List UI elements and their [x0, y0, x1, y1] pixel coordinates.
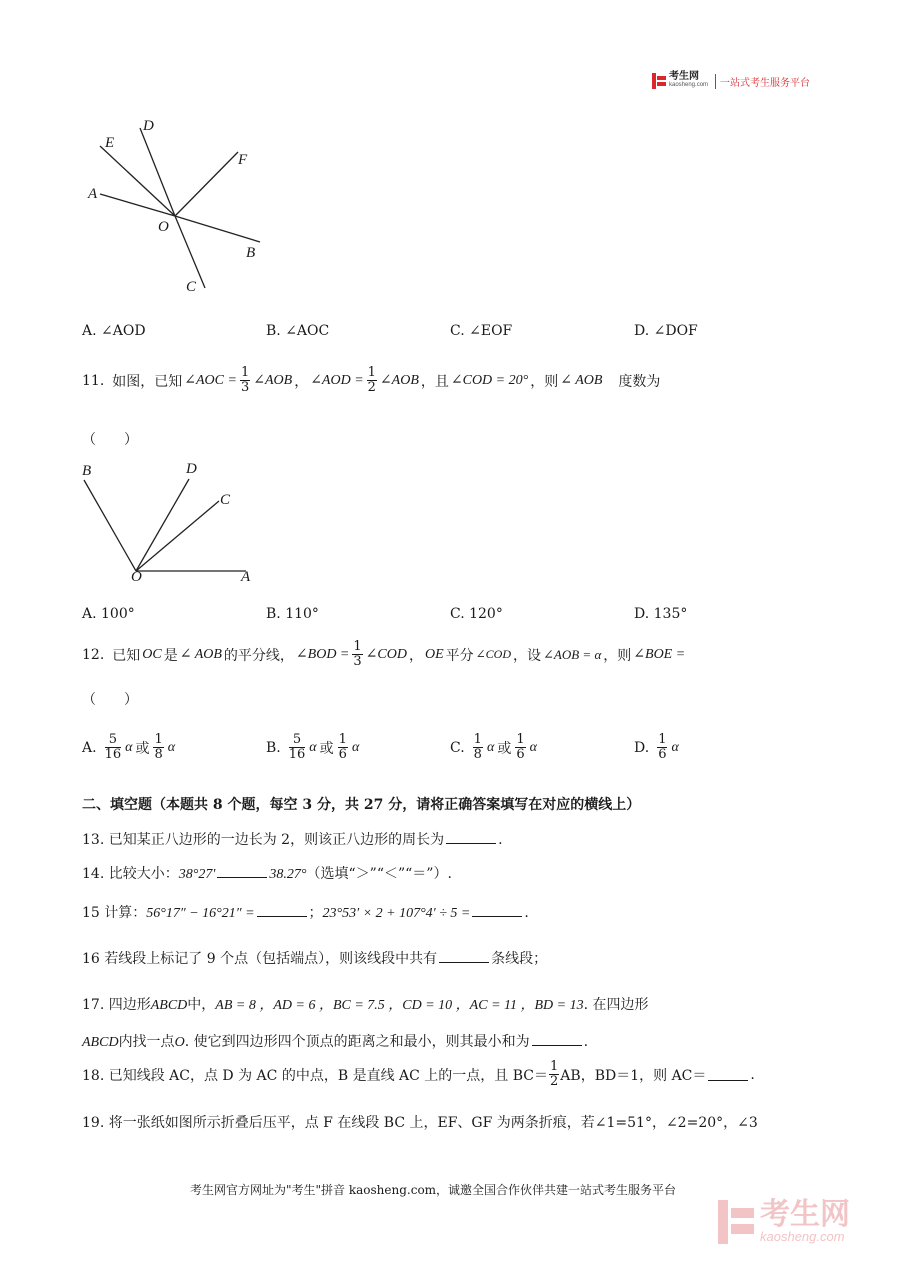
q15-expr-2: 23°53′ × 2 + 107°4′ ÷ 5 =	[322, 906, 471, 921]
watermark	[718, 1200, 850, 1244]
q12-opt-d-n1: 1	[658, 732, 667, 747]
q12-option-c	[450, 733, 537, 762]
ray-of	[175, 152, 238, 216]
logo-icon	[652, 73, 666, 89]
header-slogan: 一站式考生服务平台	[715, 74, 810, 89]
footer-text: 考生网官方网址为"考生"拼音 kaosheng.com，诚邀全国合作伙伴共建一站式考生服务平台	[190, 1183, 677, 1197]
q12-p4: ，	[408, 647, 423, 664]
q15-end: .	[524, 905, 529, 921]
q11-mid: ，且	[420, 373, 449, 390]
q15-text: 15 计算：	[82, 905, 147, 921]
q17-point-o: O	[174, 1035, 185, 1050]
q12-option-b	[266, 733, 359, 762]
q17-abcd: ABCD	[150, 998, 188, 1013]
q11-fraction-2	[367, 366, 377, 395]
q12-opt-a-n2: 1	[154, 732, 163, 747]
q12-opt-a-label: A.	[82, 739, 97, 756]
brand-url: kaosheng.com	[669, 82, 709, 88]
q12-opt-a-frac1	[105, 733, 122, 762]
q11-fraction-1	[240, 366, 250, 395]
q12-opt-b-label: B.	[266, 739, 281, 756]
q11-expr1-right: ∠AOB	[253, 373, 293, 388]
fig10-label-b: B	[246, 245, 256, 261]
q17-line2-c: . 使它到四边形四个顶点的距离之和最小，则其最小和为	[184, 1034, 530, 1050]
q11-sep: ，	[294, 373, 309, 390]
q12-opt-c-d2: 6	[516, 747, 525, 762]
q12-opt-b-n1: 5	[289, 733, 306, 748]
q12-bod: ∠BOD =	[295, 647, 350, 662]
q19-text: 19. 将一张纸如图所示折叠后压平，点 F 在线段 BC 上，EF、GF 为两条折痕，若∠1=51°，∠2=20°，∠3	[82, 1115, 758, 1131]
q12-oe: OE	[424, 646, 444, 662]
q12-cod2: ∠COD	[475, 647, 512, 661]
q15-expr-1: 56°17″ − 16°21″ =	[146, 906, 255, 921]
q12-paren: （ ）	[82, 692, 138, 708]
q12-opt-c-alpha1: α	[486, 739, 495, 755]
q12-p3: 的平分线，	[223, 647, 294, 664]
q17-line2-d: .	[583, 1034, 589, 1050]
q12-opt-c-or: 或	[497, 740, 512, 757]
q11-expr1-left: ∠AOC =	[184, 373, 237, 388]
q18-text-c: .	[750, 1066, 755, 1083]
q12-opt-b-d1: 16	[288, 747, 306, 762]
q12-opt-d-d1: 6	[658, 747, 667, 762]
fig11-label-d: D	[186, 461, 197, 477]
q17-text-a: 17. 四边形	[82, 997, 151, 1013]
q13-end: .	[498, 832, 503, 848]
q15-answer-blank-1[interactable]	[257, 904, 307, 917]
q12-p5: 平分	[445, 647, 474, 664]
q17-line-2	[82, 1031, 588, 1051]
q12-opt-c-n2: 1	[516, 732, 525, 747]
q18-answer-blank[interactable]	[708, 1068, 748, 1081]
q12-opt-b-frac2	[338, 733, 348, 762]
q17-abcd-2: ABCD	[82, 1035, 119, 1050]
q12-f-den: 3	[353, 654, 362, 669]
q12-oc: OC	[142, 646, 162, 662]
figure-q11	[80, 460, 270, 580]
q12-f-num: 1	[353, 639, 362, 654]
watermark-brand: 考生网	[760, 1198, 850, 1231]
q11-option-b: B. 110°	[266, 606, 319, 622]
q12-p1: 已知	[112, 647, 141, 664]
ray-ob	[175, 216, 260, 242]
q11-expr4: ∠ AOB	[560, 373, 603, 388]
watermark-logo-icon	[718, 1200, 754, 1244]
q10-option-d: D. ∠DOF	[634, 323, 698, 339]
q16-text: 16 若线段上标记了 9 个点（包括端点），则该线段中共有	[82, 951, 438, 967]
ray-ob	[84, 480, 136, 571]
q12-opt-b-frac1	[289, 733, 306, 762]
q12-stem	[82, 640, 685, 669]
q11-option-c: C. 120°	[450, 606, 503, 622]
q12-opt-d-frac1	[657, 733, 667, 762]
q12-opt-b-alpha1: α	[309, 739, 317, 755]
q12-opt-a-or: 或	[135, 740, 150, 757]
q12-opt-b-d2: 6	[338, 747, 347, 762]
q18-f-num: 1	[550, 1059, 559, 1074]
ray-od	[140, 128, 175, 216]
q15-answer-blank-2[interactable]	[472, 904, 522, 917]
q16-answer-blank[interactable]	[439, 950, 489, 963]
ray-oc	[175, 216, 205, 288]
q12-opt-a-alpha1: α	[125, 739, 133, 755]
q12-opt-b-n2: 1	[338, 732, 347, 747]
q14-answer-blank[interactable]	[217, 865, 267, 878]
q11-number: 11.	[82, 372, 105, 389]
ray-oc	[136, 501, 219, 571]
fig10-label-e: E	[105, 135, 115, 151]
q17-line-1	[82, 994, 649, 1014]
q17-text-b: 中，	[187, 997, 216, 1013]
q11-f2-num: 1	[367, 365, 376, 380]
q12-p2: 是	[163, 647, 178, 664]
section-2-heading: 二、填空题（本题共 8 个题，每空 3 分，共 27 分，请将正确答案填写在对应的横线上）	[82, 797, 641, 813]
q16	[82, 948, 547, 968]
q13	[82, 829, 503, 849]
q11-expr3: ∠COD = 20°	[450, 373, 529, 388]
q18-f-den: 2	[550, 1074, 559, 1089]
q15	[82, 902, 529, 922]
q16-end: 条线段；	[491, 951, 548, 967]
q11-expr2-right: ∠AOB	[379, 373, 419, 388]
q15-mid: ；	[308, 905, 323, 921]
q13-text: 13. 已知某正八边形的一边长为 2，则该正八边形的周长为	[82, 832, 445, 848]
q11-tail: ，则	[530, 373, 559, 390]
q12-cod: ∠COD	[365, 647, 407, 662]
fig10-label-d: D	[143, 118, 154, 134]
watermark-url: kaosheng.com	[760, 1229, 845, 1244]
q10-option-c: C. ∠EOF	[450, 323, 513, 339]
brand-name: 考生网	[669, 71, 699, 82]
q12-option-d	[634, 733, 679, 762]
fig11-label-b: B	[82, 463, 92, 479]
fig11-label-c: C	[220, 492, 231, 508]
q11-f1-num: 1	[240, 365, 250, 380]
header-logo	[652, 72, 810, 90]
q14	[82, 863, 452, 883]
fig10-label-o: O	[158, 219, 169, 235]
q11-paren: （ ）	[82, 432, 138, 448]
q12-opt-c-alpha2: α	[529, 739, 537, 755]
fig11-label-o: O	[131, 569, 142, 585]
q12-p7: ，则	[603, 647, 632, 664]
q14-end: （选填“＞”“＜”“＝”）.	[306, 866, 452, 882]
q17-answer-blank[interactable]	[532, 1033, 582, 1046]
q12-p6: ，设	[513, 647, 542, 664]
fig11-label-a: A	[241, 569, 251, 585]
q13-answer-blank[interactable]	[446, 831, 496, 844]
q12-boe: ∠BOE =	[633, 647, 686, 662]
q12-aob: ∠ AOB	[179, 647, 222, 662]
q11-option-a: A. 100°	[82, 606, 135, 622]
q12-opt-a-n1: 5	[105, 733, 122, 748]
q12-opt-c-frac2	[515, 733, 525, 762]
q11-end: 度数为	[618, 373, 661, 390]
q11-expr2-left: ∠AOD =	[310, 373, 364, 388]
ray-od	[136, 479, 189, 571]
q17-values: AB = 8 ，AD = 6 ，BC = 7.5 ，CD = 10 ，AC = 11 ，BD = 13	[215, 998, 584, 1013]
q12-opt-c-frac1	[473, 733, 483, 762]
q11-stem	[82, 366, 660, 395]
q18-text-a: 18. 已知线段 AC，点 D 为 AC 的中点，B 是直线 AC 上的一点，且 BC＝	[82, 1067, 549, 1084]
q12-opt-b-or: 或	[319, 740, 334, 757]
q11-f1-den: 3	[240, 380, 250, 395]
q12-number: 12.	[82, 646, 105, 663]
q12-fraction	[352, 640, 362, 669]
q18-fraction	[549, 1060, 559, 1089]
q12-opt-a-d1: 16	[104, 747, 122, 762]
fig10-label-c: C	[186, 279, 197, 295]
q12-opt-a-d2: 8	[154, 747, 163, 762]
q12-opt-c-n1: 1	[473, 732, 482, 747]
q12-opt-b-alpha2: α	[351, 739, 360, 755]
q14-value-2: 38.27°	[269, 867, 307, 882]
q12-opt-a-frac2	[153, 733, 163, 762]
q12-opt-c-d1: 8	[473, 747, 482, 762]
q17-line2-b: 内找一点	[118, 1034, 175, 1050]
q12-option-a	[82, 733, 175, 762]
q12-aob-alpha: ∠AOB = α	[543, 646, 602, 662]
q12-opt-d-alpha1: α	[671, 739, 679, 755]
q11-prefix: 如图，已知	[112, 373, 183, 390]
q18-text-b: AB，BD＝1，则 AC＝	[560, 1067, 707, 1084]
q10-option-a: A. ∠AOD	[82, 323, 146, 339]
q12-opt-a-alpha2: α	[167, 739, 176, 755]
fig10-label-f: F	[238, 152, 248, 168]
q12-opt-d-label: D.	[634, 739, 650, 756]
q11-f2-den: 2	[367, 380, 376, 395]
q11-option-d: D. 135°	[634, 606, 688, 622]
q18	[82, 1060, 755, 1089]
q12-opt-c-label: C.	[450, 739, 465, 756]
q10-option-b: B. ∠AOC	[266, 323, 330, 339]
q17-text-c: . 在四边形	[583, 997, 649, 1013]
q14-text: 14. 比较大小：	[82, 866, 179, 882]
q14-value-1: 38°27′	[178, 867, 216, 882]
fig10-label-a: A	[88, 186, 98, 202]
